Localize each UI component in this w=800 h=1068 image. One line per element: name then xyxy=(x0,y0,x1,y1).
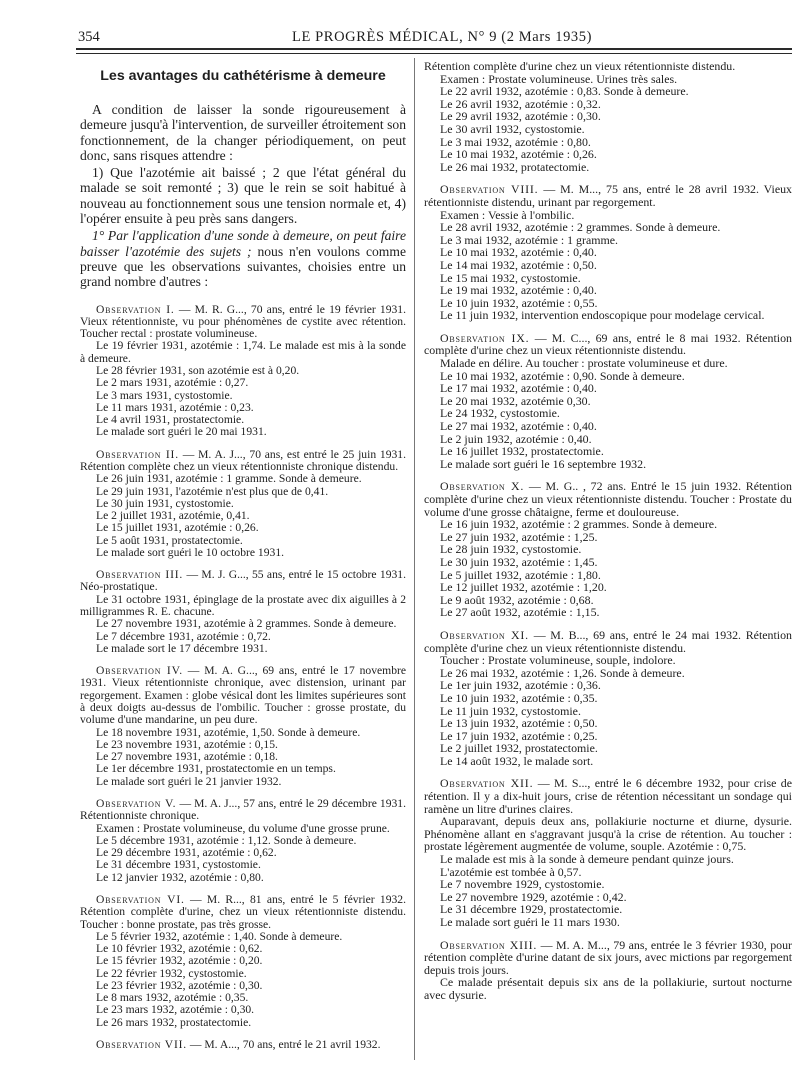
observation-text: Examen : Vessie à l'ombilic. xyxy=(440,207,575,222)
observation-text: — M. M..., 75 ans, entré le 28 avril 1932. Vieux rétentionniste distendu, urinant par regorgement. xyxy=(424,182,792,209)
observation-heading xyxy=(80,798,406,823)
header-rule-thin xyxy=(76,53,792,54)
observation-label: Observation III. xyxy=(96,568,184,582)
observation-text: Examen : Prostate volumineuse. Urines très sales. xyxy=(440,71,678,86)
observation-line xyxy=(80,776,406,788)
observation-text: Le 14 mai 1932, azotémie : 0,50. xyxy=(440,257,597,272)
observation-text: Le 9 août 1932, azotémie : 0,68. xyxy=(440,592,594,607)
observation-text: Le 28 avril 1932, azotémie : 2 grammes. Sonde à demeure. xyxy=(440,220,721,235)
page-number: 354 xyxy=(78,29,100,45)
right-column xyxy=(424,60,792,1002)
observation-text: Le 18 novembre 1931, azotémie, 1,50. Sonde à demeure. xyxy=(96,725,361,739)
observation-text: Le 10 juin 1932, azotémie : 0,55. xyxy=(440,295,598,310)
observation-text: Le 28 février 1931, son azotémie est à 0,20. xyxy=(96,363,300,377)
observation-text: Le 27 novembre 1929, azotémie : 0,42. xyxy=(440,889,627,904)
article-title: Les avantages du cathétérisme à demeure xyxy=(100,68,386,84)
observation-text: Le 29 juin 1931, l'azotémie n'est plus que de 0,41. xyxy=(96,484,329,498)
observation-text: Le 17 juin 1932, azotémie : 0,25. xyxy=(440,728,598,743)
observation-text: Le 2 mars 1931, azotémie : 0,27. xyxy=(96,376,249,390)
observation-text: Le 29 décembre 1931, azotémie : 0,62. xyxy=(96,846,277,860)
observation-text: — M. A. J..., 57 ans, entré le 29 décembre 1931. Rétentionniste chronique. xyxy=(80,796,407,823)
observation-text: Le 23 février 1932, azotémie : 0,30. xyxy=(96,978,263,992)
observation-text: Le malade sort guéri le 10 octobre 1931. xyxy=(96,545,285,559)
observation-text: Le 17 mai 1932, azotémie : 0,40. xyxy=(440,381,597,396)
observation-text: Le 26 juin 1931, azotémie : 1 gramme. Sonde à demeure. xyxy=(96,472,362,486)
left-column xyxy=(80,60,406,1051)
observation-text: Auparavant, depuis deux ans, pollakiurie nocturne et diurne, dysurie. Phénomène allant en s'aggravant jusqu'à la crise de rétention. Au toucher : prostate légèrement augmentée de volume, souple. Azotémie : 0,75. xyxy=(424,814,792,854)
intro-paragraph xyxy=(80,228,406,289)
observation-text: Le 2 juin 1932, azotémie : 0,40. xyxy=(440,431,592,446)
observation-heading xyxy=(80,304,406,341)
observation-line xyxy=(424,976,792,1001)
observation-line xyxy=(424,309,792,322)
observation-text: Le 19 février 1931, azotémie : 1,74. Le malade est mis à la sonde à demeure. xyxy=(80,339,406,365)
observation-label: Observation I. xyxy=(96,302,175,316)
observation-text: Le 3 mai 1932, azotémie : 1 gramme. xyxy=(440,232,618,247)
observation-text: Le 5 août 1931, prostatectomie. xyxy=(96,533,243,547)
observation-text: Le 16 juillet 1932, prostatectomie. xyxy=(440,444,604,459)
observation-text: Le 3 mars 1931, cystostomie. xyxy=(96,388,233,402)
observation-text: Le 15 février 1932, azotémie : 0,20. xyxy=(96,954,263,968)
observation-text: Le 10 mai 1932, azotémie : 0,90. Sonde à demeure. xyxy=(440,368,685,383)
observation-text: — M. G.. , 72 ans. Entré le 15 juin 1932. Rétention complète d'urine chez un vieux rétentionniste distendu. Toucher : Prostate du volume d'une grosse châtaigne, ferme et douloureuse. xyxy=(424,479,793,519)
observation-text: — M. R..., 81 ans, entré le 5 février 1932. Rétention complète d'urine, chez un vieux rétentionniste distendu. Toucher : bonne prostate, pas très grosse. xyxy=(80,892,406,931)
observation-text: Le 5 février 1932, azotémie : 1,40. Sonde à demeure. xyxy=(96,929,343,943)
observation-text: Le 2 juillet 1931, azotémie, 0,41. xyxy=(96,509,250,523)
observation-line xyxy=(80,426,406,438)
observation-text: Le 27 novembre 1931, azotémie à 2 grammes. Sonde à demeure. xyxy=(96,617,397,631)
observation-line xyxy=(424,161,792,174)
observation-text: Le 23 mars 1932, azotémie : 0,30. xyxy=(96,1003,255,1017)
observation-block xyxy=(80,449,406,560)
observation-text: Le 11 juin 1932, cystostomie. xyxy=(440,703,581,718)
observation-text: — M. B..., 69 ans, entré le 24 mai 1932. Rétention complète d'urine chez un vieux rétentionniste distendu. xyxy=(424,627,792,655)
observation-line xyxy=(424,815,792,853)
observation-text: Le 7 décembre 1931, azotémie : 0,72. xyxy=(96,629,271,643)
observation-text: Le 10 juin 1932, azotémie : 0,35. xyxy=(440,690,598,705)
observation-label: Observation V. xyxy=(96,796,177,810)
observation-block xyxy=(424,777,792,928)
observation-text: Le 28 juin 1932, cystostomie. xyxy=(440,542,582,557)
observation-text: Le 1er décembre 1931, prostatectomie en un temps. xyxy=(96,762,336,776)
observation-label: Observation IX. xyxy=(440,330,530,345)
observation-text: — M. C..., 69 ans, entré le 8 mai 1932. Rétention complète d'urine chez un vieux rétentionniste distendu. xyxy=(424,330,792,358)
observation-text: Le 13 juin 1932, azotémie : 0,50. xyxy=(440,716,598,731)
observation-text: Le 27 mai 1932, azotémie : 0,40. xyxy=(440,419,597,434)
observation-heading xyxy=(80,449,406,474)
observation-text: Le 22 février 1932, cystostomie. xyxy=(96,966,247,980)
observation-text: Le malade sort guéri le 21 janvier 1932. xyxy=(96,774,282,788)
observation-text: Le 10 février 1932, azotémie : 0,62. xyxy=(96,942,263,956)
observation-text: Le 10 mai 1932, azotémie : 0,26. xyxy=(440,147,597,162)
observation-text: — M. A. J..., 70 ans, est entré le 25 juin 1931. Rétention complète chez un vieux rétentionniste chronique distendu. xyxy=(80,447,406,473)
observation-block xyxy=(424,60,792,173)
observation-heading xyxy=(80,894,406,931)
observation-text: Le 1er juin 1932, azotémie : 0,36. xyxy=(440,678,601,693)
observation-heading xyxy=(80,1039,406,1051)
intro-italic: 1° Par l'application d'une sonde à demeure, on peut faire baisser l'azotémie des sujets ; xyxy=(80,228,406,259)
observation-text: Le 27 juin 1932, azotémie : 1,25. xyxy=(440,529,598,544)
observation-line xyxy=(80,547,406,559)
observation-text: Le 31 décembre 1931, cystostomie. xyxy=(96,858,261,872)
observation-block xyxy=(80,798,406,884)
observation-text: Le 30 juin 1932, azotémie : 1,45. xyxy=(440,554,598,569)
observation-block xyxy=(80,894,406,1029)
observation-text: Le 31 octobre 1931, épinglage de la prostate avec dix aiguilles à 2 milligrammes R. E. chacune. xyxy=(80,592,406,619)
observation-label: Observation IV. xyxy=(96,664,183,678)
observation-text: Le 30 avril 1932, cystostomie. xyxy=(440,121,585,136)
observation-text: Le 5 décembre 1931, azotémie : 1,12. Sonde à demeure. xyxy=(96,833,357,847)
observation-block xyxy=(80,569,406,655)
observation-text: Examen : Prostate volumineuse, du volume d'une grosse prune. xyxy=(96,821,390,835)
observation-text: Toucher : Prostate volumineuse, souple, indolore. xyxy=(440,653,676,668)
observation-heading xyxy=(424,629,792,654)
observation-text: Le 2 juillet 1932, prostatectomie. xyxy=(440,741,598,756)
observation-block xyxy=(424,480,792,619)
observation-text: Le 23 novembre 1931, azotémie : 0,15. xyxy=(96,737,278,751)
observation-text: Le 27 août 1932, azotémie : 1,15. xyxy=(440,605,600,620)
observation-text: — M. A..., 70 ans, entré le 21 avril 1932. xyxy=(189,1038,381,1052)
header-rule xyxy=(76,48,792,50)
observation-line xyxy=(80,594,406,619)
observation-text: Ce malade présentait depuis six ans de la pollakiurie, surtout nocturne avec dysurie. xyxy=(424,975,792,1002)
observation-label: Observation XI. xyxy=(440,627,529,642)
observation-text: — M. R. G..., 70 ans, entré le 19 février 1931. Vieux rétentionniste, vu pour phénomènes de cystite avec rétention. Toucher rectal : prostate volumineuse. xyxy=(80,302,406,341)
observation-text: Le 24 1932, cystostomie. xyxy=(440,406,560,421)
observation-heading xyxy=(80,569,406,594)
observations-right xyxy=(424,60,792,1002)
observation-heading xyxy=(424,183,792,208)
observation-label: Observation XII. xyxy=(440,776,534,791)
observation-line xyxy=(424,458,792,471)
observation-line xyxy=(424,755,792,768)
article-intro xyxy=(80,102,406,290)
observation-text: Le 26 mai 1932, azotémie : 1,26. Sonde à demeure. xyxy=(440,665,685,680)
observation-text: Le 11 juin 1932, intervention endoscopique pour modelage cervical. xyxy=(440,308,765,323)
observation-text: Le malade sort le 17 décembre 1931. xyxy=(96,641,268,655)
observation-text: Le malade sort guéri le 20 mai 1931. xyxy=(96,425,267,439)
observation-block xyxy=(424,629,792,768)
observation-text: Le 20 mai 1932, azotémie 0,30. xyxy=(440,393,591,408)
observation-block xyxy=(80,665,406,788)
observation-text: Le 26 mai 1932, protatectomie. xyxy=(440,159,590,174)
observation-text: Le 7 novembre 1929, cystostomie. xyxy=(440,877,605,892)
observation-block xyxy=(424,332,792,471)
observation-label: Observation VI. xyxy=(96,892,185,906)
observation-text: Le malade sort guéri le 16 septembre 1932. xyxy=(440,456,647,471)
observation-text: L'azotémie est tombée à 0,57. xyxy=(440,864,582,879)
observation-label: Observation XIII. xyxy=(440,937,538,952)
observation-text: — M. S..., entré le 6 décembre 1932, pour crise de rétention. Il y a dix-huit jours, crise de rétention nécessitant un sondage qui ramène un litre d'urines claires. xyxy=(424,776,792,816)
observation-text: Le 16 juin 1932, azotémie : 2 grammes. Sonde à demeure. xyxy=(440,517,718,532)
observation-text: Le 12 janvier 1932, azotémie : 0,80. xyxy=(96,870,264,884)
observation-text: — M. J. G..., 55 ans, entré le 15 octobre 1931. Néo-prostatique. xyxy=(80,568,406,594)
observation-block xyxy=(424,939,792,1002)
observation-text: Le 27 novembre 1931, azotémie : 0,18. xyxy=(96,750,278,764)
observation-text: Le 3 mai 1932, azotémie : 0,80. xyxy=(440,134,591,149)
observation-text: Rétention complète d'urine chez un vieux rétentionniste distendu. xyxy=(424,59,736,73)
observation-text: Le 8 mars 1932, azotémie : 0,35. xyxy=(96,991,249,1005)
journal-title: LE PROGRÈS MÉDICAL, N° 9 (2 Mars 1935) xyxy=(292,29,593,45)
observation-label: Observation II. xyxy=(96,447,179,461)
observation-text: Le 26 avril 1932, azotémie : 0,32. xyxy=(440,96,601,111)
observation-text: Le 19 mai 1932, azotémie : 0,40. xyxy=(440,283,597,298)
observation-heading xyxy=(80,665,406,726)
observation-heading xyxy=(424,480,792,518)
observation-block xyxy=(80,304,406,439)
observation-block xyxy=(424,183,792,322)
observations-left xyxy=(80,304,406,1052)
observation-text: Malade en délire. Au toucher : prostate volumineuse et dure. xyxy=(440,356,728,371)
observation-text: Le 15 mai 1932, cystostomie. xyxy=(440,270,581,285)
observation-heading xyxy=(424,777,792,815)
observation-line xyxy=(424,916,792,929)
observation-label: Observation VIII. xyxy=(440,182,539,197)
observation-text: Le 31 décembre 1929, prostatectomie. xyxy=(440,902,623,917)
observation-line xyxy=(424,606,792,619)
observation-heading xyxy=(424,939,792,977)
observation-text: — M. A. M..., 79 ans, entrée le 3 février 1930, pour rétention complète d'urine datant de six jours, avec mictions par regorgement depuis trois jours. xyxy=(424,937,792,977)
observation-text: Le 10 mai 1932, azotémie : 0,40. xyxy=(440,245,597,260)
observation-text: Le 29 avril 1932, azotémie : 0,30. xyxy=(440,109,601,124)
observation-text: Le 14 août 1932, le malade sort. xyxy=(440,753,594,768)
observation-heading xyxy=(424,332,792,357)
observation-text: Le 22 avril 1932, azotémie : 0,83. Sonde à demeure. xyxy=(440,84,689,99)
intro-paragraph: A condition de laisser la sonde rigoureusement à demeure jusqu'à l'intervention, de surveiller étroitement son fonctionnement, de la changer périodiquement, on peut donc, sans risques attendre : xyxy=(80,102,406,163)
intro-paragraph: 1) Que l'azotémie ait baissé ; 2 que l'état général du malade se soit remonté ; 3) que le rein se soit habitué à nouveau au fonctionnement sous une tension normale et, 4) l'opérer ensuite à peu près sans dangers. xyxy=(80,165,406,227)
observation-line xyxy=(80,340,406,365)
observation-line xyxy=(80,643,406,655)
observation-text: Le 15 juillet 1931, azotémie : 0,26. xyxy=(96,521,259,535)
observation-label: Observation X. xyxy=(440,479,525,494)
observation-text: Le 26 mars 1932, prostatectomie. xyxy=(96,1015,252,1029)
observation-label: Observation VII. xyxy=(96,1038,187,1052)
intro-rest: nous n'en voulons comme preuve que les observations suivantes, choisies entre un grand nombre d'autres : xyxy=(80,243,406,290)
observation-line xyxy=(80,1017,406,1029)
observation-text: Le malade est mis à la sonde à demeure pendant quinze jours. xyxy=(440,852,734,867)
observation-text: Le 11 mars 1931, azotémie : 0,23. xyxy=(96,400,254,414)
observation-text: Le 4 avril 1931, prostatectomie. xyxy=(96,413,245,427)
observation-text: Le 5 juillet 1932, azotémie : 1,80. xyxy=(440,567,601,582)
observation-text: — M. A. G..., 69 ans, entré le 17 novembre 1931. Vieux rétentionniste chronique, avec distension, urinant par regorgement. Examen : globe vésical dont les limites supérieures sont à deux doigts au-dessus de l'ombilic. Toucher : grosse prostate, du volume d'une mandarine, un peu dure. xyxy=(80,664,406,727)
running-header xyxy=(78,28,790,46)
observation-block xyxy=(80,1039,406,1051)
observation-text: Le 30 juin 1931, cystostomie. xyxy=(96,496,234,510)
observation-text: Le malade sort guéri le 11 mars 1930. xyxy=(440,915,620,929)
column-separator xyxy=(414,58,415,1060)
observation-text: Le 12 juillet 1932, azotémie : 1,20. xyxy=(440,580,607,595)
observation-line xyxy=(80,872,406,884)
